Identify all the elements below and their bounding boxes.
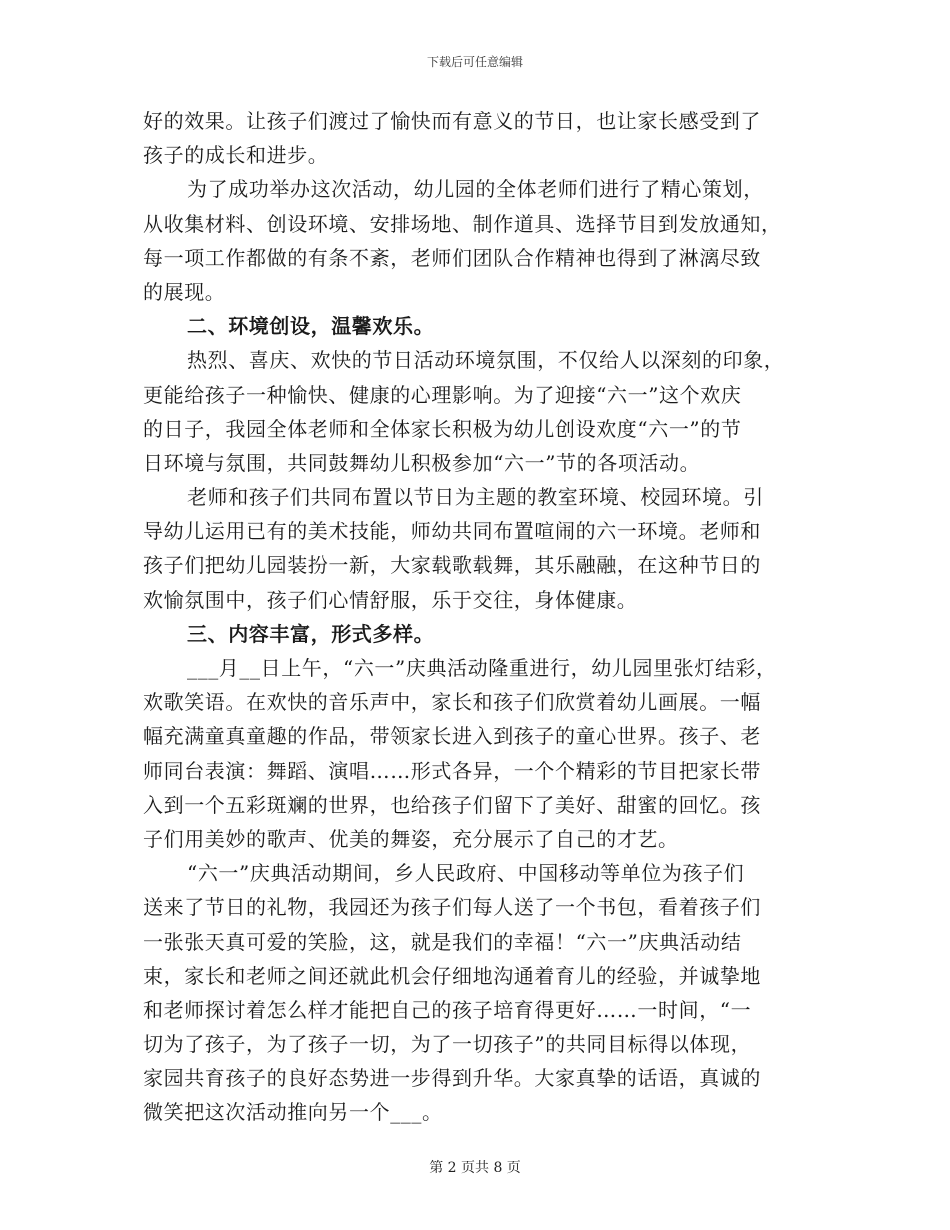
paragraph-line: 孩子们把幼儿园装扮一新，大家载歌载舞，其乐融融，在这种节日的 [143,553,761,578]
paragraph-line: 欢愉氛围中，孩子们心情舒服，乐于交往，身体健康。 [143,587,638,612]
paragraph-line: 导幼儿运用已有的美术技能，师幼共同布置喧闹的六一环境。老师和 [143,519,761,544]
paragraph-line: 热烈、喜庆、欢快的节日活动环境氛围，不仅给人以深刻的印象， [187,348,785,373]
paragraph-line: “六一”庆典活动期间，乡人民政府、中国移动等单位为孩子们 [187,861,745,886]
document-body [143,104,808,1130]
paragraph-line: 一张张天真可爱的笑脸，这，就是我们的幸福！“六一”庆典活动结 [143,929,742,954]
section-heading: 二、环境创设，温馨欢乐。 [187,314,435,339]
paragraph-line: 师同台表演：舞蹈、演唱……形式各异，一个个精彩的节目把家长带 [143,758,761,783]
paragraph-line: 好的效果。让孩子们渡过了愉快而有意义的节日，也让家长感受到了 [143,109,761,133]
paragraph-line: 切为了孩子，为了孩子一切，为了一切孩子”的共同目标得以体现， [143,1032,752,1057]
paragraph-line: 家园共育孩子的良好态势进一步得到升华。大家真挚的话语，真诚的 [143,1066,761,1091]
page-header: 下载后可任意编辑 [426,55,523,69]
section-heading: 三、内容丰富，形式多样。 [187,621,435,646]
paragraph-line: 送来了节日的礼物，我园还为孩子们每人送了一个书包，看着孩子们 [143,895,761,920]
paragraph-line: 老师和孩子们共同布置以节日为主题的教室环境、校园环境。引 [187,485,764,510]
paragraph-line: 和老师探讨着怎么样才能把自己的孩子培育得更好……一时间，“一 [143,997,752,1022]
paragraph-line: 的展现。 [143,279,226,304]
paragraph-line: 日环境与氛围，共同鼓舞幼儿积极参加“六一”节的各项活动。 [143,450,701,475]
paragraph-line: 为了成功举办这次活动，幼儿园的全体老师们进行了精心策划， [187,177,764,202]
paragraph-line: 每一项工作都做的有条不紊，老师们团队合作精神也得到了淋漓尽致 [143,245,761,270]
paragraph-line: 微笑把这次活动推向另一个___。 [143,1100,443,1125]
paragraph-line: ___月__日上午，“六一”庆典活动隆重进行，幼儿园里张灯结彩， [187,656,777,680]
paragraph-line: 欢歌笑语。在欢快的音乐声中，家长和孩子们欣赏着幼儿画展。一幅 [143,690,761,715]
paragraph-line: 从收集材料、创设环境、安排场地、制作道具、选择节目到发放通知， [143,211,782,236]
paragraph-line: 孩子的成长和进步。 [143,143,329,168]
paragraph-line: 幅充满童真童趣的作品，带领家长进入到孩子的童心世界。孩子、老 [143,724,761,749]
paragraph-line: 子们用美妙的歌声、优美的舞姿，充分展示了自己的才艺。 [143,826,679,851]
paragraph-line: 入到一个五彩斑斓的世界，也给孩子们留下了美好、甜蜜的回忆。孩 [143,792,761,817]
paragraph-line: 束，家长和老师之间还就此机会仔细地沟通着育儿的经验，并诚挚地 [143,963,761,988]
page-footer: 第 2 页共 8 页 [429,1160,521,1176]
paragraph-line: 更能给孩子一种愉快、健康的心理影响。为了迎接“六一”这个欢庆 [143,382,742,407]
paragraph-line: 的日子，我园全体老师和全体家长积极为幼儿创设欢度“六一”的节 [143,416,742,441]
